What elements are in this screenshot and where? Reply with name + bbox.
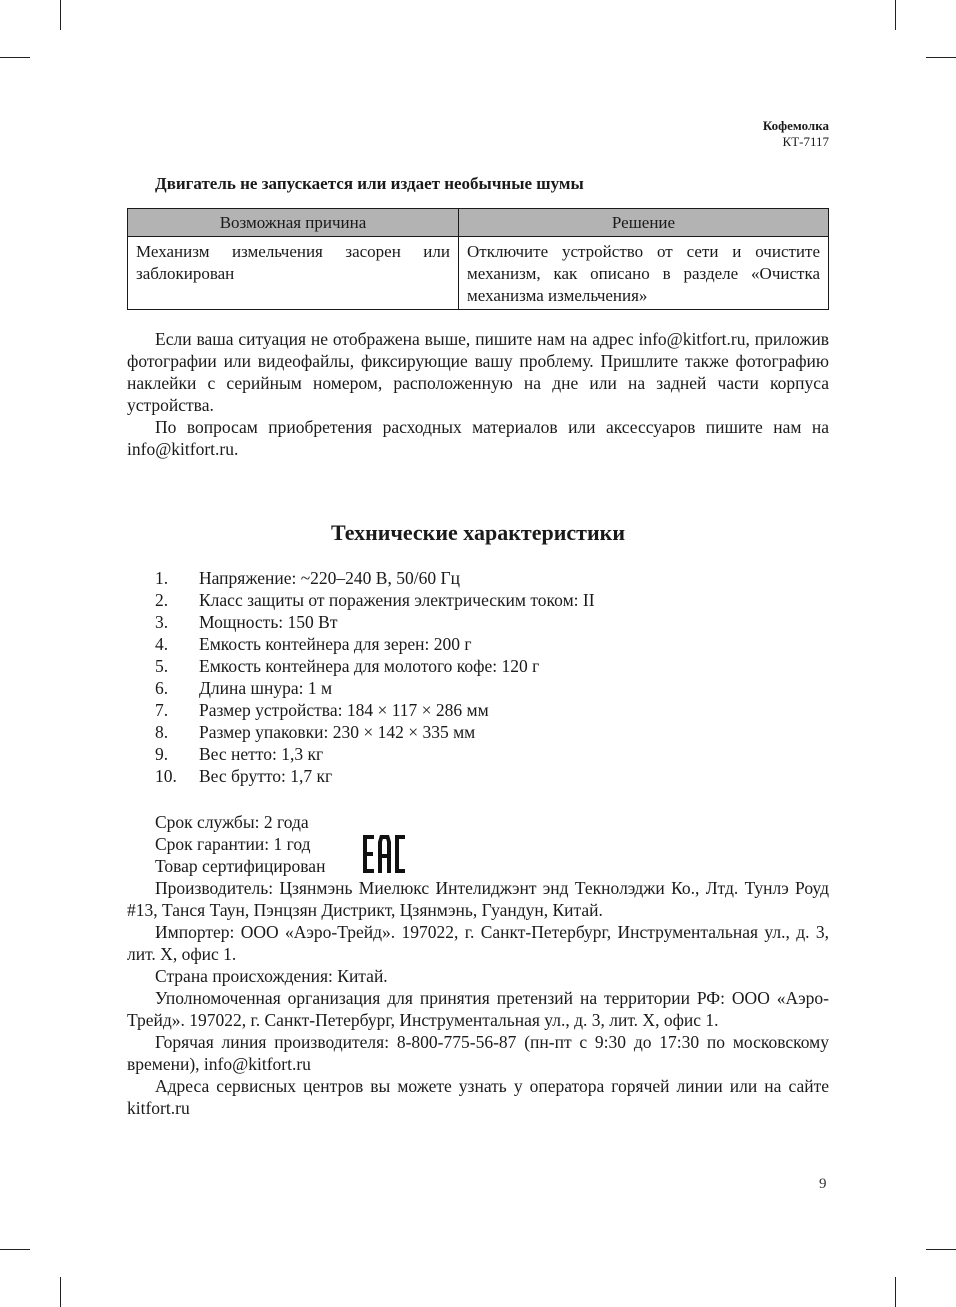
list-text: Емкость контейнера для молотого кофе: 120 г [199, 656, 540, 676]
hotline-paragraph: Горячая линия производителя: 8-800-775-56-87 (пн-пт с 9:30 до 17:30 по московскому времени), info@kitfort.ru [127, 1032, 829, 1074]
solution-cell: Отключите устройство от сети и очистите механизм, как описано в разделе «Очистка механизма измельчения» [459, 237, 829, 310]
legal-paragraphs [127, 877, 829, 1119]
specs-title: Технические характеристики [330, 520, 626, 545]
manufacturer-paragraph: Производитель: Цзянмэнь Миелюкс Интелиджэнт энд Текнолэджи Ко., Лтд. Тунлэ Роуд #13, Танся Таун, Пэнцзян Дистрикт, Цзянмэнь, Гуандун, Китай. [127, 878, 829, 920]
troubleshooting-title: Двигатель не запускается или издает необычные шумы [155, 174, 584, 193]
specs-list [155, 567, 595, 787]
page-number: 9 [819, 1176, 827, 1192]
list-number: 9. [155, 744, 169, 764]
certification-text: Товар сертифицирован [155, 856, 326, 876]
origin-paragraph: Страна происхождения: Китай. [155, 966, 388, 986]
list-item [155, 721, 595, 743]
list-text: Емкость контейнера для зерен: 200 г [199, 634, 472, 654]
list-number: 5. [155, 656, 169, 676]
crop-mark-bottom-right-horizontal [926, 1249, 956, 1250]
list-item [155, 611, 595, 633]
service-lifetime: Срок службы: 2 года [155, 812, 309, 832]
list-number: 3. [155, 612, 169, 632]
list-number: 6. [155, 678, 169, 698]
list-item [155, 765, 595, 787]
crop-mark-bottom-left-vertical [60, 1277, 61, 1307]
list-number: 8. [155, 722, 169, 742]
list-item [155, 699, 595, 721]
crop-mark-top-right-vertical [895, 0, 896, 30]
service-centers-paragraph: Адреса сервисных центров вы можете узнать у оператора горячей линии или на сайте kitfort.ru [127, 1076, 829, 1118]
contact-paragraph: Если ваша ситуация не отображена выше, пишите нам на адрес info@kitfort.ru, приложив фотографии или видеофайлы, фиксирующие вашу проблему. Пришлите также фотографию наклейки с серийным номером, расположенную на дне или на задней части корпуса устройства. [127, 329, 829, 415]
product-name: Кофемолка [762, 118, 829, 133]
contact-paragraph: По вопросам приобретения расходных материалов или аксессуаров пишите нам на info@kitfort.ru. [127, 417, 829, 459]
list-text: Вес брутто: 1,7 кг [199, 766, 333, 786]
crop-mark-top-left-vertical [60, 0, 61, 30]
list-item [155, 567, 595, 589]
eac-certification-mark [362, 834, 406, 874]
list-item [155, 743, 595, 765]
contact-paragraphs [127, 328, 829, 460]
list-number: 10. [155, 766, 177, 786]
importer-paragraph: Импортер: ООО «Аэро-Трейд». 197022, г. Санкт-Петербург, Инструментальная ул., д. 3, лит. Х, офис 1. [127, 922, 829, 964]
list-text: Напряжение: ~220–240 В, 50/60 Гц [199, 568, 460, 588]
list-item [155, 655, 595, 677]
list-text: Класс защиты от поражения электрическим током: II [199, 590, 595, 610]
warranty-period: Срок гарантии: 1 год [155, 834, 311, 854]
troubleshooting-table [127, 208, 829, 310]
list-item [155, 633, 595, 655]
list-number: 2. [155, 590, 169, 610]
list-number: 4. [155, 634, 169, 654]
cause-cell: Механизм измельчения засорен или заблокирован [128, 237, 459, 310]
crop-mark-top-right-horizontal [926, 57, 956, 58]
crop-mark-bottom-left-horizontal [0, 1249, 30, 1250]
list-number: 7. [155, 700, 169, 720]
list-text: Вес нетто: 1,3 кг [199, 744, 324, 764]
list-text: Размер упаковки: 230 × 142 × 335 мм [199, 722, 476, 742]
service-info [155, 811, 325, 877]
list-text: Мощность: 150 Вт [199, 612, 338, 632]
column-header-cause: Возможная причина [128, 209, 459, 237]
product-model: КТ-7117 [782, 134, 829, 149]
crop-mark-top-left-horizontal [0, 57, 30, 58]
claims-org-paragraph: Уполномоченная организация для принятия претензий на территории РФ: ООО «Аэро-Трейд». 197022, г. Санкт-Петербург, Инструментальная ул., д. 3, лит. Х, офис 1. [127, 988, 829, 1030]
table-header-row [128, 209, 829, 237]
list-item [155, 589, 595, 611]
table-row [128, 237, 829, 310]
running-header [763, 118, 829, 150]
list-text: Длина шнура: 1 м [199, 678, 333, 698]
list-number: 1. [155, 568, 169, 588]
crop-mark-bottom-right-vertical [895, 1277, 896, 1307]
list-text: Размер устройства: 184 × 117 × 286 мм [199, 700, 489, 720]
column-header-solution: Решение [459, 209, 829, 237]
list-item [155, 677, 595, 699]
